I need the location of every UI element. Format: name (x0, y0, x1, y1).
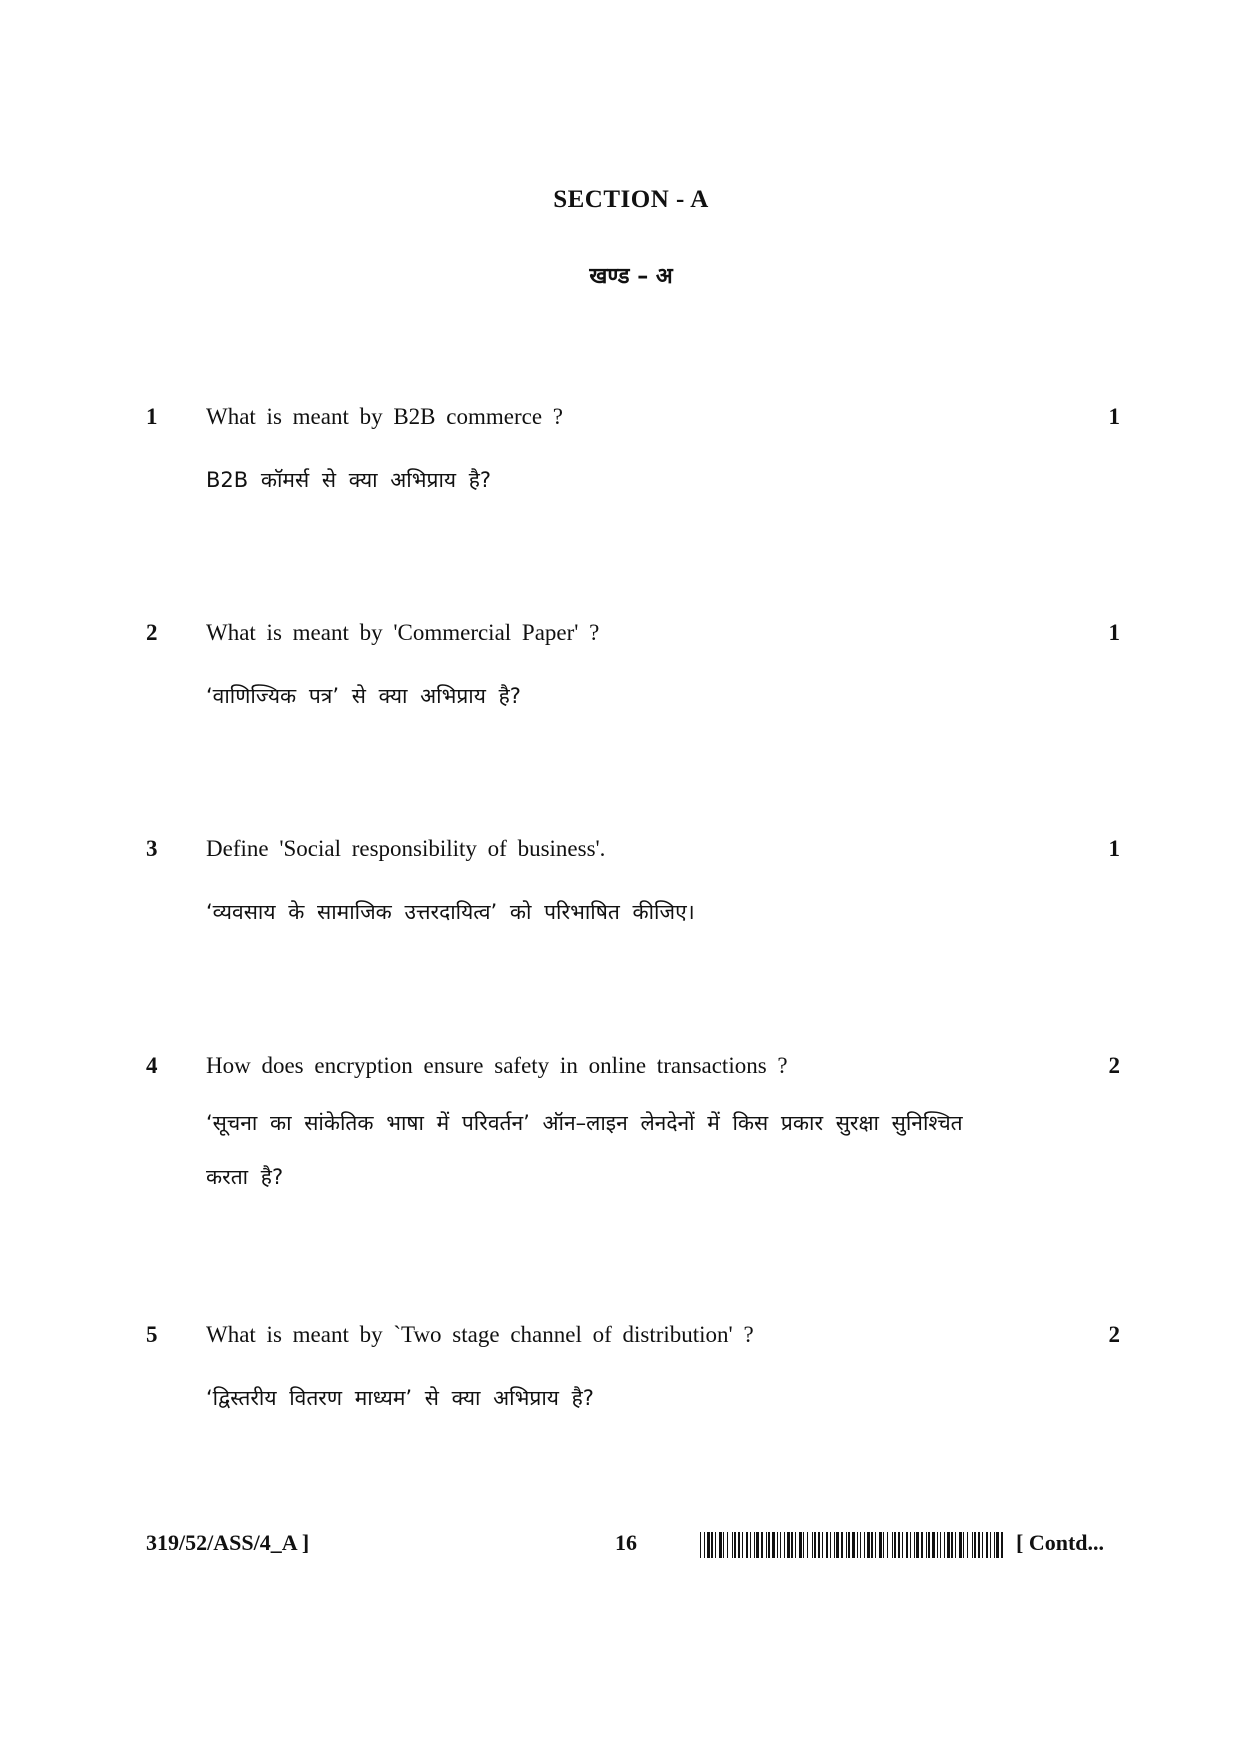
paper-code: 319/52/ASS/4_A ] (146, 1530, 310, 1555)
question-number: 5 (146, 1322, 158, 1347)
section-title: SECTION - A (553, 186, 709, 213)
question-text-hindi: ‘वाणिज्यिक पत्र’ से क्या अभिप्राय है? (206, 684, 521, 708)
barcode-icon (700, 1532, 1005, 1558)
question-text-hindi: ‘सूचना का सांकेतिक भाषा में परिवर्तन’ ऑन–लाइन लेनदेनों में किस प्रकार सुरक्षा सुनिश्चित करता है? (206, 1111, 963, 1189)
question-marks: 2 (1108, 1053, 1120, 1078)
question-text-english: What is meant by `Two stage channel of distribution' ? (206, 1322, 754, 1347)
page-number: 16 (615, 1530, 637, 1555)
question-number: 1 (146, 404, 158, 429)
continued-label: [ Contd... (1016, 1530, 1105, 1555)
question-marks: 1 (1108, 836, 1120, 861)
question-marks: 1 (1108, 404, 1120, 429)
question-text-hindi: B2B कॉमर्स से क्या अभिप्राय है? (206, 468, 492, 492)
question-text-english: What is meant by B2B commerce ? (206, 404, 564, 429)
question-number: 4 (146, 1053, 158, 1078)
question-text-hindi: ‘व्यवसाय के सामाजिक उत्तरदायित्व’ को परिभाषित कीजिए। (206, 900, 695, 924)
question-number: 2 (146, 620, 158, 645)
question-text-english: What is meant by 'Commercial Paper' ? (206, 620, 600, 645)
question-text-english: Define 'Social responsibility of business'. (206, 836, 606, 861)
question-marks: 2 (1108, 1322, 1120, 1347)
question-text-english: How does encryption ensure safety in online transactions ? (206, 1053, 788, 1078)
page-footer (0, 1530, 1241, 1570)
section-title-hindi: खण्ड – अ (589, 264, 673, 289)
question-number: 3 (146, 836, 158, 861)
question-text-hindi: ‘द्विस्तरीय वितरण माध्यम’ से क्या अभिप्राय है? (206, 1386, 594, 1410)
question-marks: 1 (1108, 620, 1120, 645)
